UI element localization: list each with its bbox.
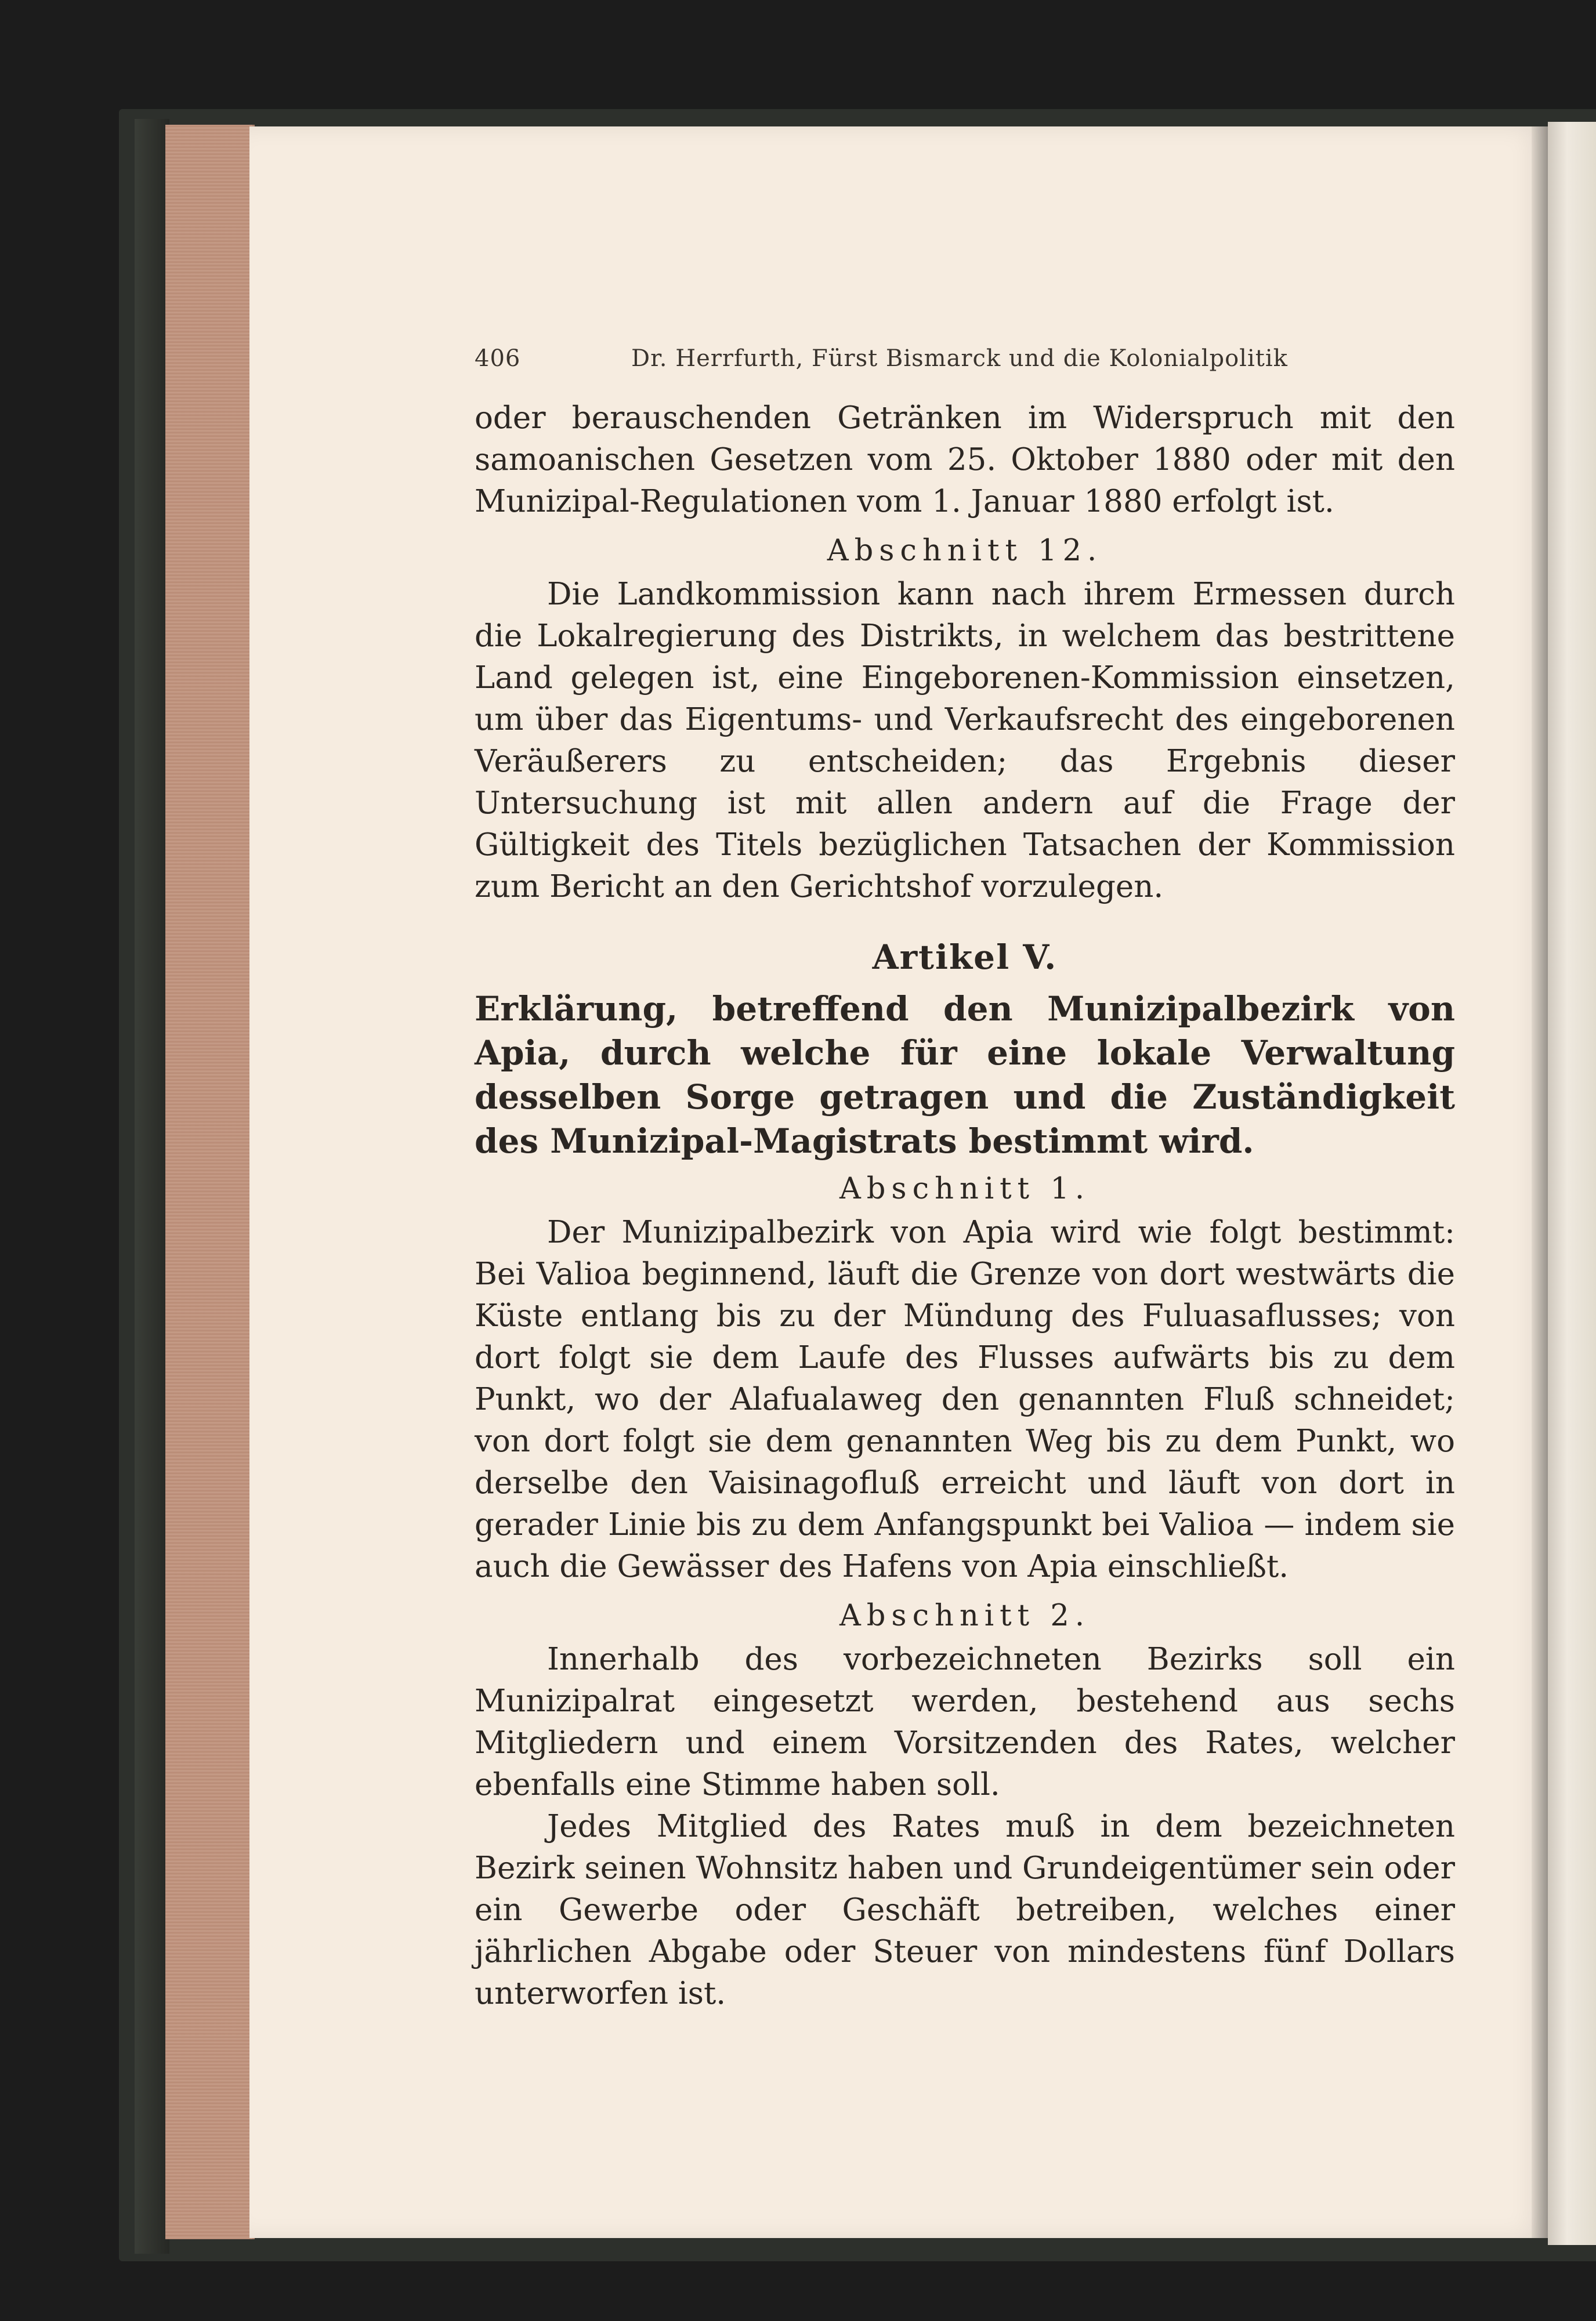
page-gutter-shadow — [1532, 126, 1549, 2238]
section-1-heading: Abschnitt 1. — [839, 1172, 1091, 1206]
article-subheading: Erklärung, betreffend den Munizipalbezirk von Apia, durch welche für eine lokale Verwaltung desselben Sorge getragen und die Zuständigkeit des Munizipal-Magistrats bestimmt wird. — [475, 989, 1455, 1161]
section-2-heading: Abschnitt 2. — [839, 1599, 1091, 1633]
facing-page-edge — [1548, 122, 1596, 2245]
running-head — [475, 345, 1455, 397]
running-head-title: Dr. Herrfurth, Fürst Bismarck und die Kolonialpolitik — [631, 345, 1288, 372]
book-spine-edge — [135, 119, 169, 2254]
section-2-paragraph-1: Innerhalb des vorbezeichneten Bezirks soll ein Munizipalrat eingesetzt werden, bestehend aus sechs Mitgliedern und einem Vorsitzenden des Rates, welcher ebenfalls eine Stimme haben soll. — [475, 1642, 1455, 1802]
section-12-paragraph: Die Landkommission kann nach ihrem Ermessen durch die Lokalregierung des Distrikts, in welchem das bestrittene Land gelegen ist, eine Eingeborenen-Kommission einsetzen, um über das Eigentums- und Verkaufsrecht des eingeborenen Veräußerers zu entscheiden; das Ergebnis dieser Untersuchung ist mit allen andern auf die Frage der Gültigkeit des Titels bezüglichen Tatsachen der Kommission zum Bericht an den Gerichtshof vorzulegen. — [475, 577, 1455, 904]
article-heading: Artikel V. — [872, 937, 1058, 977]
section-12-heading: Abschnitt 12. — [827, 534, 1103, 568]
section-2-paragraph-2: Jedes Mitglied des Rates muß in dem bezeichneten Bezirk seinen Wohnsitz haben und Grundeigentümer sein oder ein Gewerbe oder Geschäft betreiben, welches einer jährlichen Abgabe oder Steuer von mindestens fünf Dollars unterworfen ist. — [475, 1809, 1455, 2011]
intro-paragraph: oder berauschenden Getränken im Widerspruch mit den samoanischen Gesetzen vom 25. Oktober 1880 oder mit den Munizipal-Regulationen vom 1. Januar 1880 erfolgt ist. — [475, 400, 1455, 519]
page-fore-edge — [165, 125, 255, 2239]
section-1-paragraph: Der Munizipalbezirk von Apia wird wie folgt bestimmt: Bei Valioa beginnend, läuft die Grenze von dort westwärts die Küste entlang bis zu der Mündung des Fuluasaflusses; von dort folgt sie dem Laufe des Flusses aufwärts bis zu dem Punkt, wo der Alafualaweg den genannten Fluß schneidet; von dort folgt sie dem genannten Weg bis zu dem Punkt, wo derselbe den Vaisinagofluß erreicht und läuft von dort in gerader Linie bis zu dem Anfangspunkt bei Valioa — indem sie auch die Gewässer des Hafens von Apia einschließt. — [475, 1215, 1455, 1584]
page-number: 406 — [475, 345, 521, 372]
page-text-block — [475, 345, 1455, 2015]
